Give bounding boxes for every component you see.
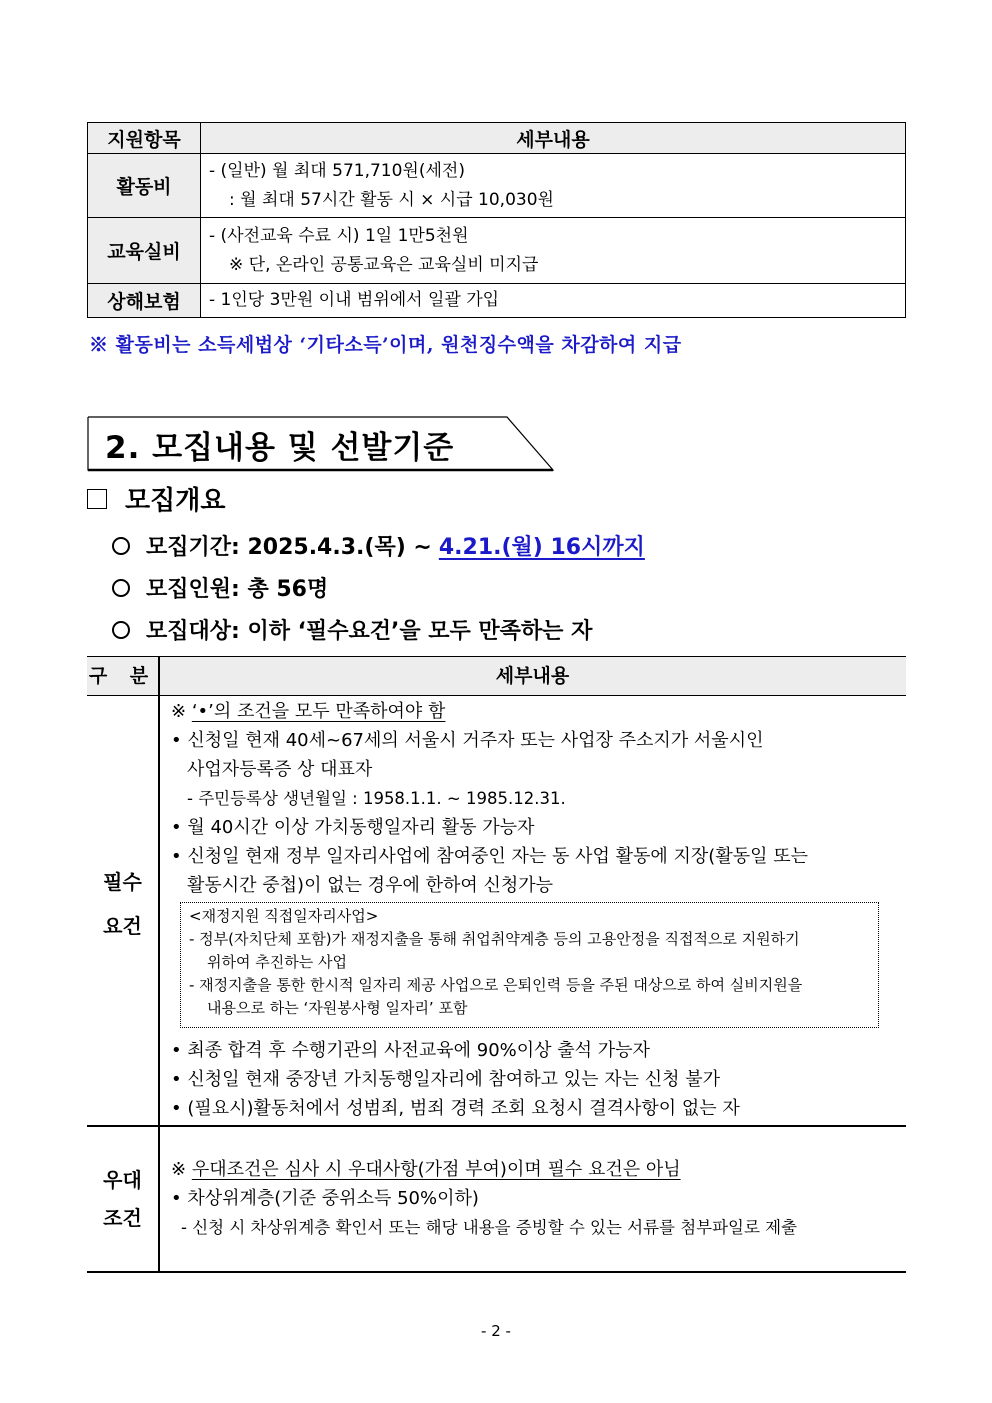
column-divider [158, 656, 160, 1272]
box-title: <재정지원 직접일자리사업> [189, 907, 379, 925]
list-item: • 신청일 현재 40세~67세의 서울시 거주자 또는 사업장 주소지가 서울시인 [171, 730, 764, 751]
circle-bullet-icon [112, 537, 130, 555]
support-table [87, 122, 906, 318]
subheading-text: 모집개요 [125, 486, 226, 516]
recruit-target [112, 614, 592, 645]
box-line: 위하여 추진하는 사업 [207, 953, 347, 971]
header-category: 구 분 [88, 665, 157, 687]
detail-line: - 1인당 3만원 이내 범위에서 일괄 가입 [209, 290, 500, 310]
row-details [201, 154, 906, 218]
row-details [201, 218, 906, 284]
recruit-count [112, 572, 328, 603]
recruit-deadline: 4.21.(월) 16시까지 [438, 535, 645, 560]
detail-line: ※ 단, 온라인 공통교육은 교육실비 미지급 [229, 254, 539, 275]
list-item: • 최종 합격 후 수행기관의 사전교육에 90%이상 출석 가능자 [171, 1040, 650, 1061]
list-item: • 차상위계층(기준 중위소득 50%이하) [171, 1188, 479, 1209]
circle-bullet-icon [112, 579, 130, 597]
preferred-note-text: 우대조건은 심사 시 우대사항(가점 부여)이며 필수 요건은 아님 [191, 1159, 681, 1180]
required-content-after [171, 1036, 902, 1123]
list-item: • 신청일 현재 정부 일자리사업에 참여중인 자는 동 사업 활동에 지장(활동일 또는 [171, 846, 808, 867]
list-item: 사업자등록증 상 대표자 [187, 759, 373, 780]
label-preferred-1: 우대 [103, 1168, 142, 1192]
tax-note: ※ 활동비는 소득세법상 ‘기타소득’이며, 원천징수액을 차감하여 지급 [89, 334, 682, 356]
preferred-note [171, 1155, 902, 1184]
detail-line: - (사전교육 수료 시) 1일 1만5천원 [209, 225, 469, 246]
note-mark: ※ [171, 1159, 192, 1180]
box-line: - 재정지출을 통한 한시적 일자리 제공 사업으로 은퇴인력 등을 주된 대상으로 하여 실비지원을 [189, 976, 803, 994]
row-divider [87, 1125, 906, 1127]
row-label-activity-fee: 활동비 [88, 154, 201, 218]
label-preferred-2: 조건 [103, 1206, 142, 1230]
page-number: - 2 - [481, 1322, 511, 1340]
box-line: 내용으로 하는 ‘자원봉사형 일자리’ 포함 [207, 999, 468, 1017]
recruit-period-label: 모집기간: 2025.4.3.(목) ~ [146, 535, 432, 560]
detail-line: : 월 최대 57시간 활동 시 × 시급 10,030원 [229, 189, 554, 210]
direct-job-program-box [180, 902, 879, 1028]
subheading [87, 480, 225, 517]
criteria-table-header [87, 656, 906, 696]
table-bottom-border [87, 1271, 906, 1273]
table-row [88, 154, 906, 218]
row-label-education-expense: 교육실비 [88, 218, 201, 284]
table-row [88, 284, 906, 318]
preferred-content [171, 1155, 902, 1242]
list-item: • (필요시)활동처에서 성범죄, 범죄 경력 조회 요청시 결격사항이 없는 자 [171, 1098, 740, 1119]
section-heading [87, 416, 553, 470]
required-content [171, 697, 902, 900]
row-label-insurance: 상해보험 [88, 284, 201, 318]
note-mark: ※ [171, 701, 192, 722]
table-row [88, 218, 906, 284]
recruit-target-label: 모집대상: 이하 ‘필수요건’을 모두 만족하는 자 [146, 619, 593, 644]
detail-line: - (일반) 월 최대 571,710원(세전) [209, 160, 465, 181]
required-note-text: ‘•’의 조건을 모두 만족하여야 함 [191, 701, 446, 722]
list-item: • 월 40시간 이상 가치동행일자리 활동 가능자 [171, 817, 535, 838]
label-required-2: 요건 [103, 914, 142, 938]
recruit-count-label: 모집인원: 총 56명 [146, 577, 329, 602]
header-support-item: 지원항목 [88, 123, 201, 154]
row-details [201, 284, 906, 318]
header-details: 세부내용 [495, 665, 570, 687]
header-details: 세부내용 [201, 123, 906, 154]
required-note [171, 697, 902, 726]
square-bullet-icon [87, 489, 107, 509]
section-title: 2. 모집내용 및 선발기준 [105, 430, 455, 466]
list-item: - 신청 시 차상위계층 확인서 또는 해당 내용을 증빙할 수 있는 서류를 첨부파일로 제출 [181, 1218, 798, 1237]
list-item: • 신청일 현재 중장년 가치동행일자리에 참여하고 있는 자는 신청 불가 [171, 1069, 720, 1090]
list-item: 활동시간 중첩)이 없는 경우에 한하여 신청가능 [187, 875, 554, 896]
circle-bullet-icon [112, 621, 130, 639]
box-line: - 정부(자치단체 포함)가 재정지출을 통해 취업취약계층 등의 고용안정을 직접적으로 지원하기 [189, 930, 800, 948]
label-required-1: 필수 [103, 870, 142, 894]
list-item: - 주민등록상 생년월일 : 1958.1.1. ~ 1985.12.31. [187, 789, 566, 808]
recruit-period [112, 530, 645, 561]
